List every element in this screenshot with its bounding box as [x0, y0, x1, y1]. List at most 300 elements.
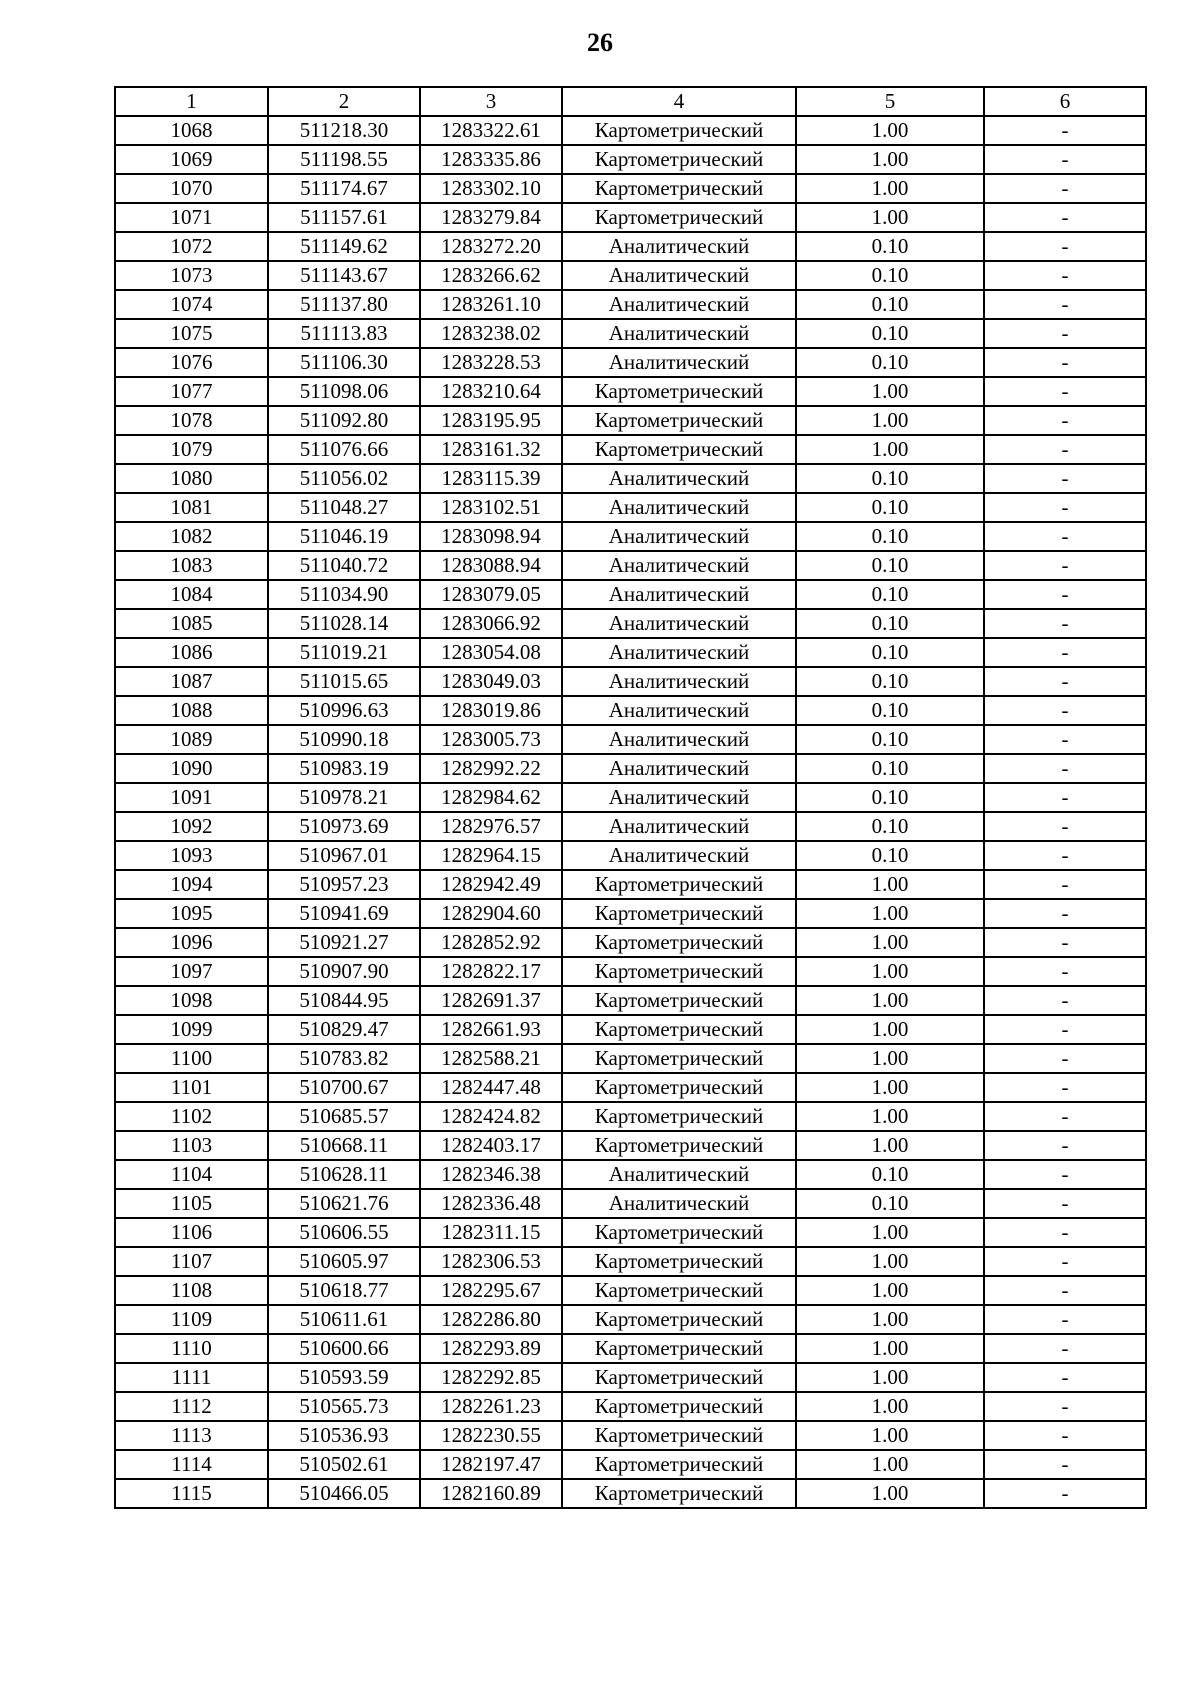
method-cell: Картометрический: [562, 1479, 796, 1508]
x-coordinate-cell: 511034.90: [268, 580, 420, 609]
accuracy-cell: 0.10: [796, 493, 984, 522]
point-number-cell: 1110: [115, 1334, 268, 1363]
table-row: [115, 696, 1146, 725]
table-row: [115, 1015, 1146, 1044]
column-header: 3: [420, 87, 562, 116]
note-cell: -: [984, 1276, 1146, 1305]
x-coordinate-cell: 510844.95: [268, 986, 420, 1015]
point-number-cell: 1081: [115, 493, 268, 522]
accuracy-cell: 1.00: [796, 1073, 984, 1102]
method-cell: Картометрический: [562, 406, 796, 435]
y-coordinate-cell: 1282292.85: [420, 1363, 562, 1392]
method-cell: Аналитический: [562, 464, 796, 493]
accuracy-cell: 0.10: [796, 696, 984, 725]
accuracy-cell: 0.10: [796, 551, 984, 580]
note-cell: -: [984, 957, 1146, 986]
point-number-cell: 1109: [115, 1305, 268, 1334]
x-coordinate-cell: 510685.57: [268, 1102, 420, 1131]
x-coordinate-cell: 510973.69: [268, 812, 420, 841]
method-cell: Аналитический: [562, 319, 796, 348]
table-row: [115, 609, 1146, 638]
accuracy-cell: 0.10: [796, 232, 984, 261]
table-row: [115, 1334, 1146, 1363]
y-coordinate-cell: 1283066.92: [420, 609, 562, 638]
x-coordinate-cell: 511174.67: [268, 174, 420, 203]
note-cell: -: [984, 1392, 1146, 1421]
table-row: [115, 870, 1146, 899]
note-cell: -: [984, 1421, 1146, 1450]
method-cell: Картометрический: [562, 899, 796, 928]
point-number-cell: 1080: [115, 464, 268, 493]
note-cell: -: [984, 1044, 1146, 1073]
point-number-cell: 1114: [115, 1450, 268, 1479]
y-coordinate-cell: 1282992.22: [420, 754, 562, 783]
table-row: [115, 928, 1146, 957]
point-number-cell: 1072: [115, 232, 268, 261]
page-number: 26: [587, 28, 613, 57]
x-coordinate-cell: 511218.30: [268, 116, 420, 145]
y-coordinate-cell: 1282295.67: [420, 1276, 562, 1305]
method-cell: Картометрический: [562, 435, 796, 464]
table-row: [115, 1160, 1146, 1189]
accuracy-cell: 0.10: [796, 319, 984, 348]
method-cell: Картометрический: [562, 1247, 796, 1276]
note-cell: -: [984, 290, 1146, 319]
note-cell: -: [984, 725, 1146, 754]
accuracy-cell: 1.00: [796, 1450, 984, 1479]
table-row: [115, 1044, 1146, 1073]
y-coordinate-cell: 1283238.02: [420, 319, 562, 348]
column-header: 2: [268, 87, 420, 116]
method-cell: Картометрический: [562, 1450, 796, 1479]
y-coordinate-cell: 1283088.94: [420, 551, 562, 580]
y-coordinate-cell: 1282424.82: [420, 1102, 562, 1131]
y-coordinate-cell: 1283005.73: [420, 725, 562, 754]
note-cell: -: [984, 116, 1146, 145]
point-number-cell: 1077: [115, 377, 268, 406]
method-cell: Аналитический: [562, 232, 796, 261]
note-cell: -: [984, 377, 1146, 406]
point-number-cell: 1107: [115, 1247, 268, 1276]
y-coordinate-cell: 1282691.37: [420, 986, 562, 1015]
accuracy-cell: 1.00: [796, 406, 984, 435]
note-cell: -: [984, 812, 1146, 841]
method-cell: Картометрический: [562, 870, 796, 899]
y-coordinate-cell: 1283210.64: [420, 377, 562, 406]
accuracy-cell: 0.10: [796, 667, 984, 696]
x-coordinate-cell: 511092.80: [268, 406, 420, 435]
table-row: [115, 116, 1146, 145]
point-number-cell: 1068: [115, 116, 268, 145]
note-cell: -: [984, 1450, 1146, 1479]
table-row: [115, 957, 1146, 986]
x-coordinate-cell: 510700.67: [268, 1073, 420, 1102]
y-coordinate-cell: 1283098.94: [420, 522, 562, 551]
table-row: [115, 1479, 1146, 1508]
x-coordinate-cell: 510565.73: [268, 1392, 420, 1421]
point-number-cell: 1091: [115, 783, 268, 812]
table-row: [115, 232, 1146, 261]
method-cell: Картометрический: [562, 1363, 796, 1392]
note-cell: -: [984, 1160, 1146, 1189]
point-number-cell: 1082: [115, 522, 268, 551]
point-number-cell: 1075: [115, 319, 268, 348]
table-row: [115, 522, 1146, 551]
y-coordinate-cell: 1283019.86: [420, 696, 562, 725]
accuracy-cell: 1.00: [796, 1131, 984, 1160]
accuracy-cell: 1.00: [796, 1218, 984, 1247]
point-number-cell: 1087: [115, 667, 268, 696]
y-coordinate-cell: 1283195.95: [420, 406, 562, 435]
point-number-cell: 1102: [115, 1102, 268, 1131]
method-cell: Картометрический: [562, 203, 796, 232]
x-coordinate-cell: 511040.72: [268, 551, 420, 580]
note-cell: -: [984, 348, 1146, 377]
y-coordinate-cell: 1283302.10: [420, 174, 562, 203]
y-coordinate-cell: 1282197.47: [420, 1450, 562, 1479]
accuracy-cell: 0.10: [796, 1189, 984, 1218]
note-cell: -: [984, 406, 1146, 435]
table-row: [115, 319, 1146, 348]
point-number-cell: 1090: [115, 754, 268, 783]
note-cell: -: [984, 1189, 1146, 1218]
accuracy-cell: 0.10: [796, 841, 984, 870]
note-cell: -: [984, 870, 1146, 899]
note-cell: -: [984, 841, 1146, 870]
accuracy-cell: 1.00: [796, 1044, 984, 1073]
table-row: [115, 667, 1146, 696]
point-number-cell: 1100: [115, 1044, 268, 1073]
point-number-cell: 1113: [115, 1421, 268, 1450]
point-number-cell: 1093: [115, 841, 268, 870]
note-cell: -: [984, 1305, 1146, 1334]
y-coordinate-cell: 1283054.08: [420, 638, 562, 667]
point-number-cell: 1098: [115, 986, 268, 1015]
note-cell: -: [984, 261, 1146, 290]
table-header: [115, 87, 1146, 116]
table-row: [115, 754, 1146, 783]
accuracy-cell: 1.00: [796, 1334, 984, 1363]
table-row: [115, 1392, 1146, 1421]
accuracy-cell: 1.00: [796, 1305, 984, 1334]
y-coordinate-cell: 1283322.61: [420, 116, 562, 145]
x-coordinate-cell: 510967.01: [268, 841, 420, 870]
y-coordinate-cell: 1283279.84: [420, 203, 562, 232]
method-cell: Картометрический: [562, 1218, 796, 1247]
note-cell: -: [984, 551, 1146, 580]
note-cell: -: [984, 1334, 1146, 1363]
point-number-cell: 1089: [115, 725, 268, 754]
x-coordinate-cell: 510996.63: [268, 696, 420, 725]
point-number-cell: 1071: [115, 203, 268, 232]
note-cell: -: [984, 464, 1146, 493]
y-coordinate-cell: 1283228.53: [420, 348, 562, 377]
x-coordinate-cell: 510907.90: [268, 957, 420, 986]
x-coordinate-cell: 510618.77: [268, 1276, 420, 1305]
method-cell: Аналитический: [562, 696, 796, 725]
table-row: [115, 1131, 1146, 1160]
x-coordinate-cell: 510978.21: [268, 783, 420, 812]
x-coordinate-cell: 510921.27: [268, 928, 420, 957]
accuracy-cell: 1.00: [796, 1102, 984, 1131]
note-cell: -: [984, 493, 1146, 522]
accuracy-cell: 1.00: [796, 116, 984, 145]
x-coordinate-cell: 510668.11: [268, 1131, 420, 1160]
y-coordinate-cell: 1283161.32: [420, 435, 562, 464]
y-coordinate-cell: 1283049.03: [420, 667, 562, 696]
accuracy-cell: 0.10: [796, 638, 984, 667]
y-coordinate-cell: 1282311.15: [420, 1218, 562, 1247]
table-row: [115, 1305, 1146, 1334]
x-coordinate-cell: 510593.59: [268, 1363, 420, 1392]
method-cell: Аналитический: [562, 493, 796, 522]
note-cell: -: [984, 1102, 1146, 1131]
accuracy-cell: 0.10: [796, 609, 984, 638]
method-cell: Картометрический: [562, 116, 796, 145]
table-row: [115, 1102, 1146, 1131]
table-row: [115, 203, 1146, 232]
x-coordinate-cell: 511015.65: [268, 667, 420, 696]
point-number-cell: 1074: [115, 290, 268, 319]
accuracy-cell: 0.10: [796, 812, 984, 841]
y-coordinate-cell: 1282822.17: [420, 957, 562, 986]
y-coordinate-cell: 1282964.15: [420, 841, 562, 870]
y-coordinate-cell: 1283266.62: [420, 261, 562, 290]
coordinates-table: [114, 86, 1147, 1509]
column-header: 6: [984, 87, 1146, 116]
note-cell: -: [984, 1363, 1146, 1392]
method-cell: Картометрический: [562, 145, 796, 174]
point-number-cell: 1105: [115, 1189, 268, 1218]
table-row: [115, 406, 1146, 435]
table-row: [115, 435, 1146, 464]
note-cell: -: [984, 232, 1146, 261]
accuracy-cell: 1.00: [796, 870, 984, 899]
x-coordinate-cell: 511143.67: [268, 261, 420, 290]
note-cell: -: [984, 986, 1146, 1015]
table-row: [115, 580, 1146, 609]
accuracy-cell: 1.00: [796, 203, 984, 232]
accuracy-cell: 1.00: [796, 174, 984, 203]
table-row: [115, 261, 1146, 290]
x-coordinate-cell: 510605.97: [268, 1247, 420, 1276]
note-cell: -: [984, 1015, 1146, 1044]
y-coordinate-cell: 1283261.10: [420, 290, 562, 319]
method-cell: Картометрический: [562, 986, 796, 1015]
table-row: [115, 1189, 1146, 1218]
accuracy-cell: 0.10: [796, 725, 984, 754]
method-cell: Аналитический: [562, 638, 796, 667]
point-number-cell: 1106: [115, 1218, 268, 1247]
y-coordinate-cell: 1282230.55: [420, 1421, 562, 1450]
note-cell: -: [984, 638, 1146, 667]
method-cell: Аналитический: [562, 609, 796, 638]
method-cell: Картометрический: [562, 377, 796, 406]
method-cell: Картометрический: [562, 1305, 796, 1334]
y-coordinate-cell: 1282852.92: [420, 928, 562, 957]
point-number-cell: 1070: [115, 174, 268, 203]
y-coordinate-cell: 1282403.17: [420, 1131, 562, 1160]
point-number-cell: 1076: [115, 348, 268, 377]
method-cell: Картометрический: [562, 957, 796, 986]
x-coordinate-cell: 510600.66: [268, 1334, 420, 1363]
table-row: [115, 348, 1146, 377]
accuracy-cell: 1.00: [796, 1421, 984, 1450]
table-row: [115, 1247, 1146, 1276]
note-cell: -: [984, 145, 1146, 174]
accuracy-cell: 1.00: [796, 986, 984, 1015]
point-number-cell: 1094: [115, 870, 268, 899]
x-coordinate-cell: 510621.76: [268, 1189, 420, 1218]
accuracy-cell: 1.00: [796, 145, 984, 174]
point-number-cell: 1085: [115, 609, 268, 638]
x-coordinate-cell: 510983.19: [268, 754, 420, 783]
method-cell: Аналитический: [562, 725, 796, 754]
method-cell: Аналитический: [562, 812, 796, 841]
x-coordinate-cell: 511048.27: [268, 493, 420, 522]
x-coordinate-cell: 510628.11: [268, 1160, 420, 1189]
table-row: [115, 493, 1146, 522]
method-cell: Картометрический: [562, 1276, 796, 1305]
accuracy-cell: 1.00: [796, 1015, 984, 1044]
y-coordinate-cell: 1282336.48: [420, 1189, 562, 1218]
column-header: 5: [796, 87, 984, 116]
point-number-cell: 1097: [115, 957, 268, 986]
table-row: [115, 145, 1146, 174]
x-coordinate-cell: 511098.06: [268, 377, 420, 406]
point-number-cell: 1112: [115, 1392, 268, 1421]
x-coordinate-cell: 511137.80: [268, 290, 420, 319]
x-coordinate-cell: 510829.47: [268, 1015, 420, 1044]
method-cell: Аналитический: [562, 1160, 796, 1189]
y-coordinate-cell: 1283335.86: [420, 145, 562, 174]
accuracy-cell: 1.00: [796, 957, 984, 986]
note-cell: -: [984, 1131, 1146, 1160]
method-cell: Аналитический: [562, 551, 796, 580]
table-row: [115, 725, 1146, 754]
y-coordinate-cell: 1282261.23: [420, 1392, 562, 1421]
note-cell: -: [984, 928, 1146, 957]
x-coordinate-cell: 510611.61: [268, 1305, 420, 1334]
point-number-cell: 1096: [115, 928, 268, 957]
x-coordinate-cell: 511198.55: [268, 145, 420, 174]
y-coordinate-cell: 1283079.05: [420, 580, 562, 609]
method-cell: Аналитический: [562, 580, 796, 609]
x-coordinate-cell: 510957.23: [268, 870, 420, 899]
method-cell: Картометрический: [562, 1131, 796, 1160]
y-coordinate-cell: 1282976.57: [420, 812, 562, 841]
x-coordinate-cell: 510466.05: [268, 1479, 420, 1508]
accuracy-cell: 1.00: [796, 1392, 984, 1421]
accuracy-cell: 1.00: [796, 377, 984, 406]
method-cell: Аналитический: [562, 1189, 796, 1218]
accuracy-cell: 1.00: [796, 899, 984, 928]
x-coordinate-cell: 511046.19: [268, 522, 420, 551]
x-coordinate-cell: 511028.14: [268, 609, 420, 638]
note-cell: -: [984, 522, 1146, 551]
note-cell: -: [984, 203, 1146, 232]
point-number-cell: 1099: [115, 1015, 268, 1044]
x-coordinate-cell: 510536.93: [268, 1421, 420, 1450]
table-row: [115, 986, 1146, 1015]
note-cell: -: [984, 174, 1146, 203]
point-number-cell: 1086: [115, 638, 268, 667]
header-row: [115, 87, 1146, 116]
point-number-cell: 1115: [115, 1479, 268, 1508]
note-cell: -: [984, 783, 1146, 812]
accuracy-cell: 0.10: [796, 754, 984, 783]
point-number-cell: 1084: [115, 580, 268, 609]
method-cell: Аналитический: [562, 348, 796, 377]
table-row: [115, 638, 1146, 667]
x-coordinate-cell: 511113.83: [268, 319, 420, 348]
table-body: [115, 116, 1146, 1508]
accuracy-cell: 1.00: [796, 435, 984, 464]
accuracy-cell: 0.10: [796, 580, 984, 609]
y-coordinate-cell: 1282447.48: [420, 1073, 562, 1102]
accuracy-cell: 1.00: [796, 1363, 984, 1392]
table-row: [115, 899, 1146, 928]
point-number-cell: 1073: [115, 261, 268, 290]
table-row: [115, 174, 1146, 203]
note-cell: -: [984, 754, 1146, 783]
method-cell: Картометрический: [562, 1102, 796, 1131]
note-cell: -: [984, 667, 1146, 696]
table-row: [115, 1276, 1146, 1305]
x-coordinate-cell: 510990.18: [268, 725, 420, 754]
accuracy-cell: 1.00: [796, 1276, 984, 1305]
x-coordinate-cell: 511019.21: [268, 638, 420, 667]
method-cell: Аналитический: [562, 754, 796, 783]
x-coordinate-cell: 511106.30: [268, 348, 420, 377]
accuracy-cell: 0.10: [796, 1160, 984, 1189]
table-row: [115, 1421, 1146, 1450]
accuracy-cell: 0.10: [796, 290, 984, 319]
point-number-cell: 1083: [115, 551, 268, 580]
note-cell: -: [984, 696, 1146, 725]
point-number-cell: 1088: [115, 696, 268, 725]
method-cell: Картометрический: [562, 1334, 796, 1363]
accuracy-cell: 0.10: [796, 522, 984, 551]
note-cell: -: [984, 1247, 1146, 1276]
point-number-cell: 1108: [115, 1276, 268, 1305]
point-number-cell: 1079: [115, 435, 268, 464]
x-coordinate-cell: 511157.61: [268, 203, 420, 232]
table-row: [115, 783, 1146, 812]
column-header: 1: [115, 87, 268, 116]
x-coordinate-cell: 510941.69: [268, 899, 420, 928]
method-cell: Аналитический: [562, 783, 796, 812]
method-cell: Картометрический: [562, 1392, 796, 1421]
accuracy-cell: 0.10: [796, 464, 984, 493]
method-cell: Аналитический: [562, 261, 796, 290]
y-coordinate-cell: 1282661.93: [420, 1015, 562, 1044]
method-cell: Картометрический: [562, 928, 796, 957]
method-cell: Аналитический: [562, 290, 796, 319]
point-number-cell: 1101: [115, 1073, 268, 1102]
table-row: [115, 841, 1146, 870]
point-number-cell: 1095: [115, 899, 268, 928]
table-row: [115, 1073, 1146, 1102]
note-cell: -: [984, 1073, 1146, 1102]
y-coordinate-cell: 1282984.62: [420, 783, 562, 812]
accuracy-cell: 0.10: [796, 261, 984, 290]
y-coordinate-cell: 1282286.80: [420, 1305, 562, 1334]
accuracy-cell: 0.10: [796, 348, 984, 377]
y-coordinate-cell: 1282942.49: [420, 870, 562, 899]
table-row: [115, 812, 1146, 841]
method-cell: Картометрический: [562, 1015, 796, 1044]
